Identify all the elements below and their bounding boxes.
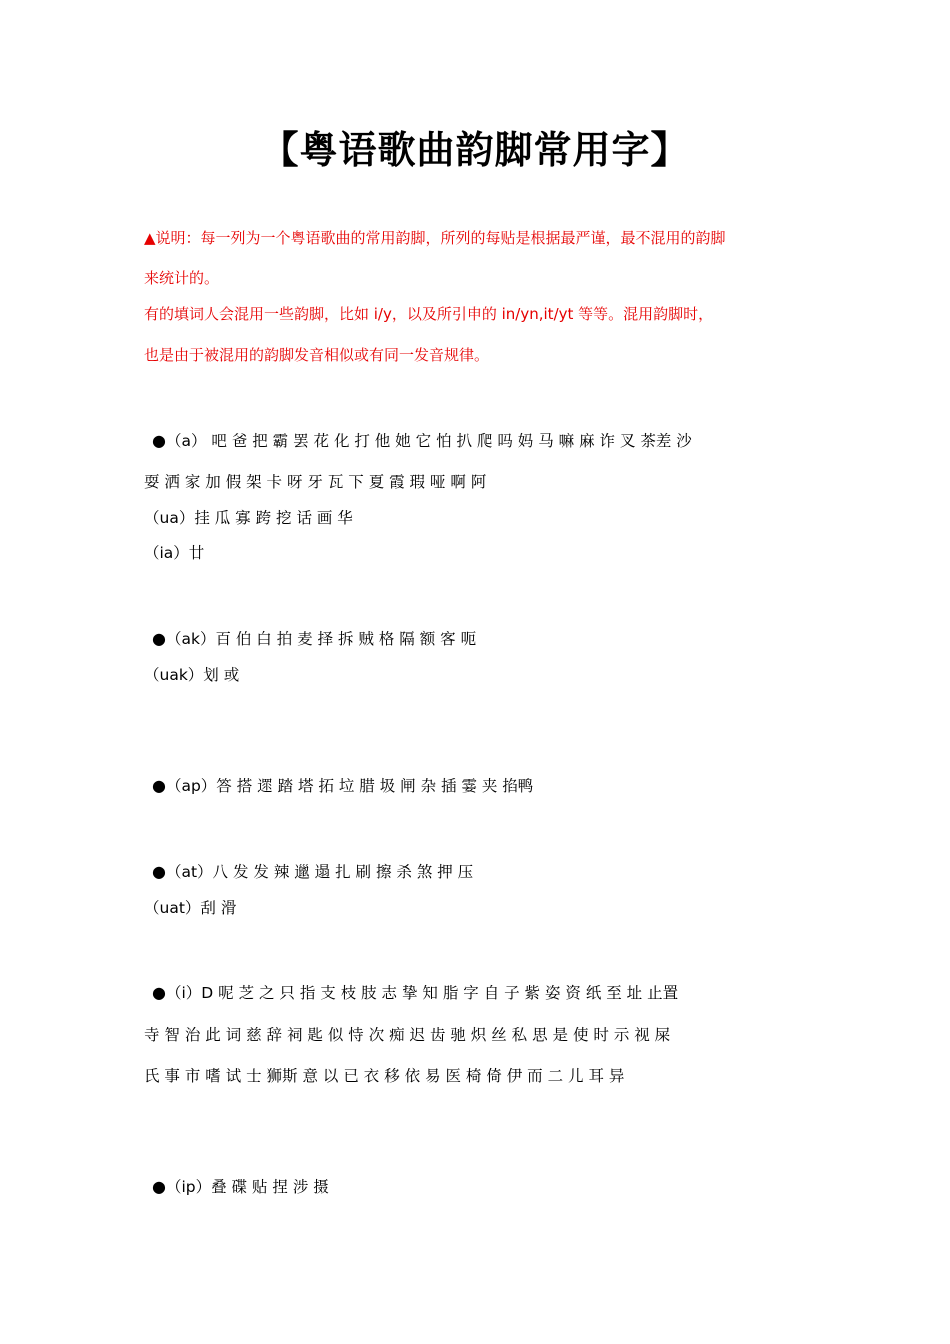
rhyme-group-ak — [152, 628, 832, 650]
rhyme-a-line-2: 耍 洒 家 加 假 架 卡 呀 牙 瓦 下 夏 霞 瑕 哑 啊 阿 — [144, 473, 487, 491]
rhyme-group-at — [152, 861, 832, 883]
note-line-3: 有的填词人会混用一些韵脚，比如 i/y，以及所引申的 in/yn,it/yt 等等。混用韵脚时， — [144, 305, 714, 323]
bullet-icon: ● — [152, 776, 166, 795]
rhyme-ia-line: （ia）廿 — [144, 544, 205, 562]
bullet-icon: ● — [152, 862, 166, 881]
page-title: 【粤语歌曲韵脚常用字】 — [260, 128, 690, 172]
rhyme-group-i — [152, 982, 832, 1004]
note-line-4: 也是由于被混用的韵脚发音相似或有同一发音规律。 — [144, 346, 490, 364]
rhyme-ak-line-1: （ak）百 伯 白 拍 麦 择 拆 贼 格 隔 额 客 呃 — [165, 630, 477, 648]
rhyme-ap-line-1: （ap）答 搭 遝 踏 塔 拓 垃 腊 圾 闸 杂 插 霎 夹 掐鸭 — [165, 777, 534, 795]
rhyme-group-a — [152, 430, 832, 452]
bullet-icon: ● — [152, 629, 166, 648]
rhyme-ip-line-1: （ip）叠 碟 贴 捏 涉 摄 — [165, 1178, 329, 1196]
rhyme-at-line-1: （at）八 发 发 辣 邋 遢 扎 刷 擦 杀 煞 押 压 — [165, 863, 474, 881]
bullet-icon: ● — [152, 1177, 166, 1196]
rhyme-a-line-1: （a） 吧 爸 把 霸 罢 花 化 打 他 她 它 怕 扒 爬 吗 妈 马 嘛 麻 诈 叉 茶差 沙 — [165, 432, 692, 450]
bullet-icon: ● — [152, 431, 166, 450]
bullet-icon: ● — [152, 983, 166, 1002]
note-line-1: ▲说明：每一列为一个粤语歌曲的常用韵脚，所列的每贴是根据最严谨，最不混用的韵脚 — [144, 229, 726, 247]
rhyme-i-line-3: 氏 事 市 嗜 试 士 狮斯 意 以 已 衣 移 依 易 医 椅 倚 伊 而 二 儿 耳 异 — [144, 1067, 625, 1085]
rhyme-uak-line: （uak）划 或 — [144, 666, 240, 684]
rhyme-i-line-1: （i）D 呢 芝 之 只 指 支 枝 肢 志 挚 知 脂 字 自 子 紫 姿 资 纸 至 址 止置 — [165, 984, 679, 1002]
rhyme-group-ip — [152, 1176, 832, 1198]
rhyme-ua-line: （ua）挂 瓜 寡 跨 挖 话 画 华 — [144, 509, 353, 527]
rhyme-i-line-2: 寺 智 治 此 词 慈 辞 祠 匙 似 恃 次 痴 迟 齿 驰 炽 丝 私 思 是 使 时 示 视 屎 — [144, 1026, 671, 1044]
rhyme-group-ap — [152, 775, 832, 797]
rhyme-uat-line: （uat）刮 滑 — [144, 899, 237, 917]
note-line-2: 来统计的。 — [144, 269, 220, 287]
